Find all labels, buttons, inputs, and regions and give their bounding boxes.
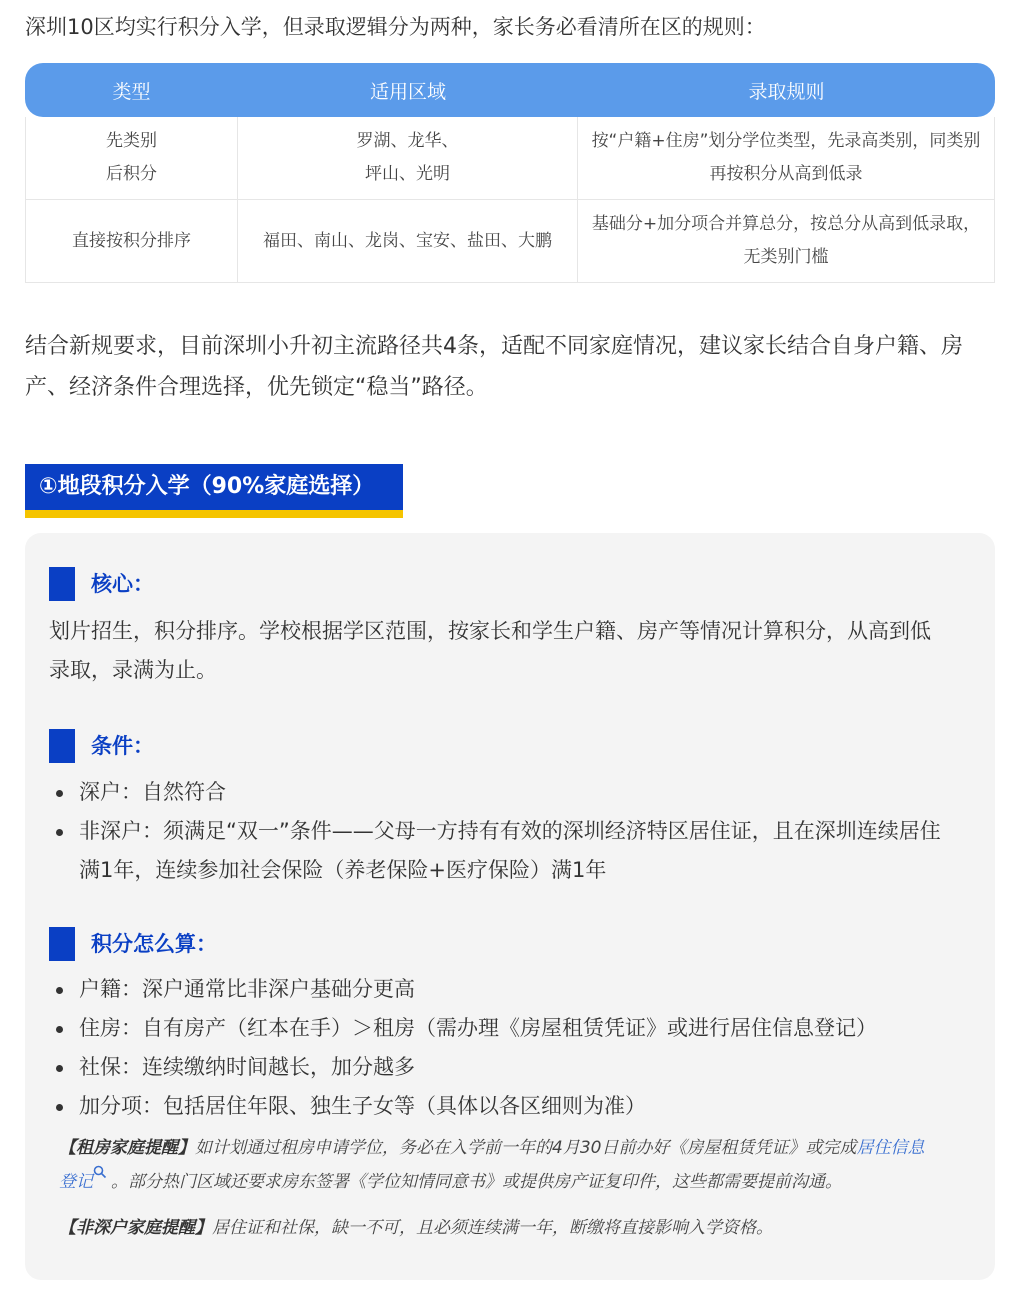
core-label: 核心：	[91, 572, 154, 596]
conditions-label: 条件：	[91, 734, 154, 758]
renter-reminder-text-b: 。部分热门区域还要求房东签署《学位知情同意书》或提供房产证复印件，这些都需要提前沟通。	[111, 1172, 842, 1192]
intro-text: 深圳10区均实行积分入学，但录取逻辑分为两种，家长务必看清所在区的规则：	[25, 15, 766, 39]
table-cell-area: 福田、南山、龙岗、宝安、盐田、大鹏	[238, 200, 578, 283]
cell-line: 罗湖、龙华、	[356, 131, 459, 151]
table-header-row	[25, 63, 995, 117]
list-item: 非深户：须满足“双一”条件——父母一方持有有效的深圳经济特区居住证，且在深圳连续居住满1年，连续参加社会保险（养老保险+医疗保险）满1年	[49, 812, 949, 890]
cell-line: 后积分	[106, 164, 157, 184]
table-cell-type: 直接按积分排序	[25, 200, 238, 283]
heading-bar	[49, 927, 75, 961]
section-title: ①地段积分入学（90%家庭选择）	[25, 464, 403, 518]
table-header-rule: 录取规则	[578, 63, 995, 117]
table-cell-rule: 按“户籍+住房”划分学位类型，先录高类别，同类别再按积分从高到低录	[578, 117, 995, 200]
list-item: 社保：连续缴纳时间越长，加分越多	[49, 1048, 949, 1087]
paths-paragraph: 结合新规要求，目前深圳小升初主流路径共4条，适配不同家庭情况，建议家长结合自身户籍、房产、经济条件合理选择，优先锁定“稳当”路径。	[25, 334, 964, 400]
scoring-list	[49, 970, 949, 1126]
conditions-list	[49, 773, 949, 890]
residence-registration-link[interactable]: 居住信息登记	[59, 1138, 925, 1192]
non-local-reminder-title: 【非深户家庭提醒】	[59, 1218, 212, 1238]
renter-reminder-text-a: 如计划通过租房申请学位，务必在入学前一年的4月30日前办好《房屋租赁凭证》或完成	[195, 1138, 857, 1158]
table-cell-area	[238, 117, 578, 200]
core-text: 划片招生，积分排序。学校根据学区范围，按家长和学生户籍、房产等情况计算积分，从高到低录取，录满为止。	[49, 619, 931, 682]
non-local-reminder-text: 居住证和社保，缺一不可，且必须连续满一年，断缴将直接影响入学资格。	[212, 1218, 773, 1238]
table-cell-rule: 基础分+加分项合并算总分，按总分从高到低录取，无类别门槛	[578, 200, 995, 283]
search-icon[interactable]	[93, 1165, 107, 1179]
table-header-area: 适用区域	[238, 63, 578, 117]
list-item: 户籍：深户通常比非深户基础分更高	[49, 970, 949, 1009]
cell-line: 坪山、光明	[365, 164, 450, 184]
scoring-label: 积分怎么算：	[91, 932, 217, 956]
list-item: 深户：自然符合	[49, 773, 949, 812]
list-item: 加分项：包括居住年限、独生子女等（具体以各区细则为准）	[49, 1087, 949, 1126]
table-row	[25, 117, 995, 200]
heading-bar	[49, 729, 75, 763]
table-row	[25, 200, 995, 283]
table-cell-type	[25, 117, 238, 200]
table-header-type: 类型	[25, 63, 238, 117]
renter-reminder-title: 【租房家庭提醒】	[59, 1138, 195, 1158]
renter-reminder	[59, 1131, 939, 1199]
admission-rules-table	[25, 63, 995, 283]
non-local-reminder	[59, 1211, 939, 1245]
cell-line: 先类别	[106, 131, 157, 151]
info-card	[25, 533, 995, 1280]
heading-bar	[49, 567, 75, 601]
list-item: 住房：自有房产（红本在手）＞租房（需办理《房屋租赁凭证》或进行居住信息登记）	[49, 1009, 949, 1048]
